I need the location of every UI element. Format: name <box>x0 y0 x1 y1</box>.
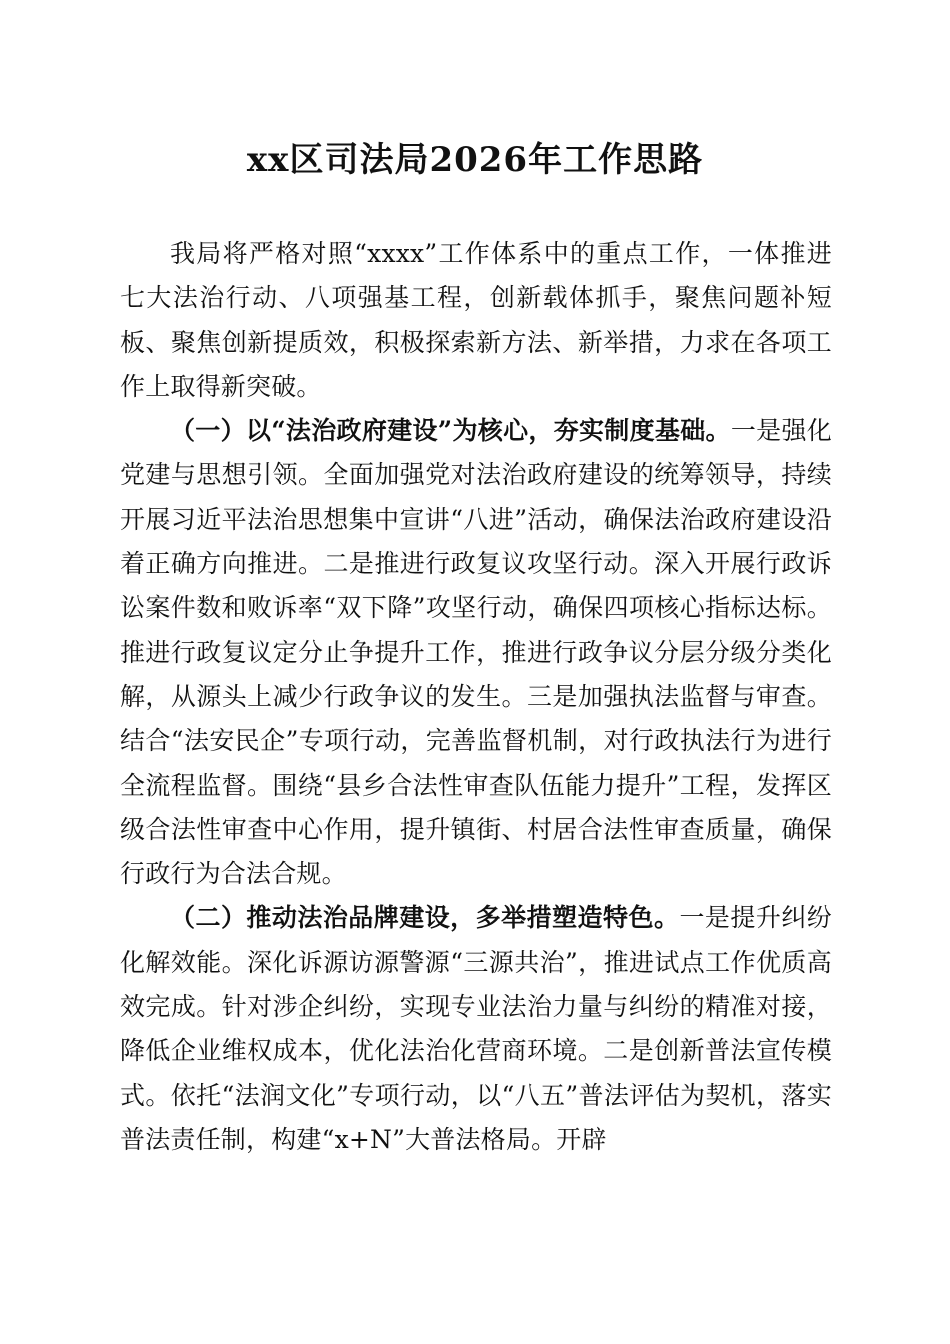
section-2-paragraph <box>120 896 832 1162</box>
section-1-heading: （一）以“法治政府建设”为核心，夯实制度基础。 <box>170 416 731 446</box>
section-1-paragraph <box>120 409 832 896</box>
section-1-body: 一是强化党建与思想引领。全面加强党对法治政府建设的统筹领导，持续开展习近平法治思想集中宣讲“八进”活动，确保法治政府建设沿着正确方向推进。二是推进行政复议攻坚行动。深入开展行政诉讼案件数和败诉率“双下降”攻坚行动，确保四项核心指标达标。推进行政复议定分止争提升工作，推进行政争议分层分级分类化解，从源头上减少行政争议的发生。三是加强执法监督与审查。结合“法安民企”专项行动，完善监督机制，对行政执法行为进行全流程监督。围绕“县乡合法性审查队伍能力提升”工程，发挥区级合法性审查中心作用，提升镇街、村居合法性审查质量，确保行政行为合法合规。 <box>120 416 832 889</box>
document-body <box>120 232 832 1162</box>
section-2-heading: （二）推动法治品牌建设，多举措塑造特色。 <box>170 903 680 933</box>
intro-paragraph: 我局将严格对照“xxxx”工作体系中的重点工作，一体推进七大法治行动、八项强基工程，创新载体抓手，聚焦问题补短板、聚焦创新提质效，积极探索新方法、新举措，力求在各项工作上取得新突破。 <box>120 239 832 401</box>
document-title: xx区司法局2026年工作思路 <box>246 140 704 180</box>
section-2-body: 一是提升纠纷化解效能。深化诉源访源警源“三源共治”，推进试点工作优质高效完成。针对涉企纠纷，实现专业法治力量与纠纷的精准对接，降低企业维权成本，优化法治化营商环境。二是创新普法宣传模式。依托“法润文化”专项行动，以“八五”普法评估为契机，落实普法责任制，构建“x+N”大普法格局。开辟 <box>120 903 832 1154</box>
